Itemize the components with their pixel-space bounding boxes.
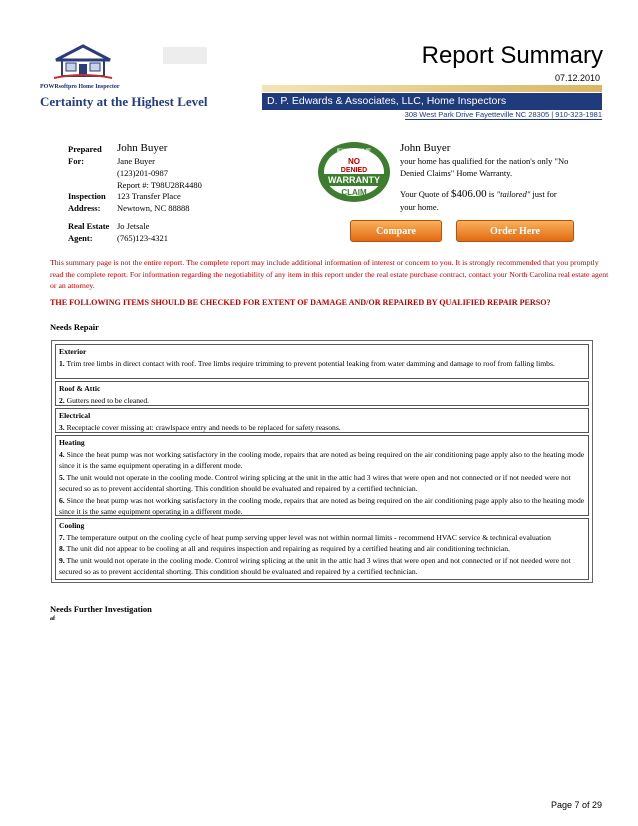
company-banner (262, 93, 602, 110)
svg-text:CLAIM: CLAIM (341, 188, 367, 197)
repair-item: 3. Receptacle cover missing at: crawlspace entry and needs to be replaced for safety reasons. (59, 422, 341, 432)
repair-item: 6. Since the heat pump was not working satisfactory in the cooling mode, repairs that are noted as being required on the air conditioning page apply also to the heating mode since it is the same equipment operating in a different mode. (59, 495, 585, 516)
prepared-label: Prepared For: (68, 144, 102, 166)
repair-group-cooling: Cooling 7. The temperature output on the cooling cycle of heat pump serving upper level was not within normal limits - recommend HVAC service & technical evaluation 8. The unit did not appear to be cooling at all and requires inspection and repairing as required by a certified heating and air conditioning technician. 9. The unit would not operate in the cooling mode. Control wiring splicing at the unit in the attic had 3 wires that were open and not connected or if not needed were not secured so as to prevent accidental shorting. This condition should be evaluated and repaired by a certified technician. (55, 518, 589, 580)
repair-item: 7. The temperature output on the cooling cycle of heat pump serving upper level was not within normal limits - recommend HVAC service & technical evaluation (59, 532, 551, 542)
repair-group-heating: Heating 4. Since the heat pump was not working satisfactory in the cooling mode, repairs that are noted as being required on the air conditioning page apply also to the heating mode since it is the same equipment operating in a different mode. 5. The unit would not operate in the cooling mode. Control wiring splicing at the unit in the attic had 3 wires that were open and not connected or if not needed were not secured so as to prevent accidental shorting. This condition should be evaluated and repaired by a certified technician. 6. Since the heat pump was not working satisfactory in the cooling mode, repairs that are noted as being required on the air conditioning page apply also to the heating mode since it is the same equipment operating in a different mode. (55, 435, 589, 516)
svg-text:WARRANTY: WARRANTY (328, 175, 380, 185)
warranty-offer (400, 141, 582, 179)
inspection-address: 123 Transfer Place Newtown, NC 88888 (117, 191, 190, 213)
logo-brand-text: POWRsoftpro Home Inspector (40, 84, 120, 90)
agent-info: Jo Jetsale (765)123-4321 (117, 221, 168, 243)
warranty-seal-icon (316, 140, 392, 204)
svg-text:DENIED: DENIED (340, 167, 368, 174)
header-placeholder-box (163, 47, 207, 64)
summary-notice: This summary page is not the entire report. The complete report may include additional information of interest or concern to you. It is strongly recommended that you promptly read the complete report. For information regarding the negotiability of any item in this report under the real estate purchase contract, contact your North Carolina real estate agent or an attorney. (50, 258, 609, 290)
quote-amount: $406.00 (450, 188, 487, 200)
warranty-quote: Your Quote of $406.00 is "tailored" just for your home. (400, 188, 557, 212)
repair-group-electrical: Electrical 3. Receptacle cover missing at: crawlspace entry and needs to be replaced for safety reasons. (55, 408, 589, 433)
repair-item: 8. The unit did not appear to be cooling at all and requires inspection and repairing as required by a certified heating and air conditioning technician. (59, 544, 510, 553)
report-number: Report #: T98U28R4480 (117, 180, 202, 190)
house-logo-icon (52, 44, 114, 80)
logo-tagline: Certainty at the Highest Level (40, 94, 208, 109)
page-title: Report Summary (421, 42, 603, 69)
further-investigation-heading: Needs Further Investigation (50, 604, 152, 614)
repair-item: 2. Gutters need to be cleaned. (59, 395, 150, 405)
header-accent-band (262, 85, 602, 92)
repair-group-exterior: Exterior 1. Trim tree limbs in direct contact with roof. Tree limbs require trimming to prevent potential leaking from water damming and damage to roof from falling limbs. (55, 344, 589, 379)
page-number: Page 7 of 29 (550, 800, 602, 810)
repair-items-table (51, 340, 593, 583)
repair-item: 4. Since the heat pump was not working satisfactory in the cooling mode, repairs that are noted as being required on the air conditioning page apply also to the heating mode since it is the same equipment operating in a different mode. (59, 449, 585, 470)
prepared-for-block: John Buyer Jane Buyer (123)201-0987 Report #: T98U28R4480 (117, 142, 202, 190)
order-here-button[interactable]: Order Here (456, 220, 574, 242)
repair-item: 9. The unit would not operate in the cooling mode. Control wiring splicing at the unit in the attic had 3 wires that were open and not connected or if not needed were not secured so as to prevent accidental shorting. This condition should be evaluated and repaired by a certified technician. (59, 555, 571, 576)
svg-text:EXCLUSIVE: EXCLUSIVE (336, 149, 372, 155)
warranty-qualified-text: your home has qualified for the nation's only "No Denied Claims" Home Warranty. (400, 156, 569, 178)
needs-repair-heading: Needs Repair (50, 322, 99, 332)
agent-label: Real Estate Agent: (68, 221, 110, 243)
company-address: 308 West Park Drive Fayetteville NC 28305 | 910-323-1981 (404, 110, 602, 119)
repair-heading: THE FOLLOWING ITEMS SHOULD BE CHECKED FOR EXTENT OF DAMAGE AND/OR REPAIRED BY QUALIFIED REPAIR PERSO? (50, 298, 551, 307)
svg-text:NO: NO (348, 157, 360, 166)
repair-group-roof-attic: Roof & Attic 2. Gutters need to be cleaned. (55, 381, 589, 406)
warranty-name: John Buyer (400, 142, 451, 154)
repair-item: 5. The unit would not operate in the cooling mode. Control wiring splicing at the unit in the attic had 3 wires that were open and not connected or if not needed were not secured so as to prevent accidental shorting. This condition should be evaluated and repaired by a certified technician. (59, 472, 571, 493)
compare-button[interactable]: Compare (350, 220, 442, 242)
further-investigation-stub: af (50, 616, 55, 622)
repair-item: 1. Trim tree limbs in direct contact with roof. Tree limbs require trimming to prevent potential leaking from water damming and damage to roof from falling limbs. (59, 358, 555, 368)
company-name: D. P. Edwards & Associates, LLC, Home Inspectors (267, 95, 507, 107)
inspection-label: Inspection Address: (68, 191, 106, 213)
prepared-name: John Buyer (117, 142, 168, 154)
report-date: 07.12.2010 (554, 73, 600, 83)
